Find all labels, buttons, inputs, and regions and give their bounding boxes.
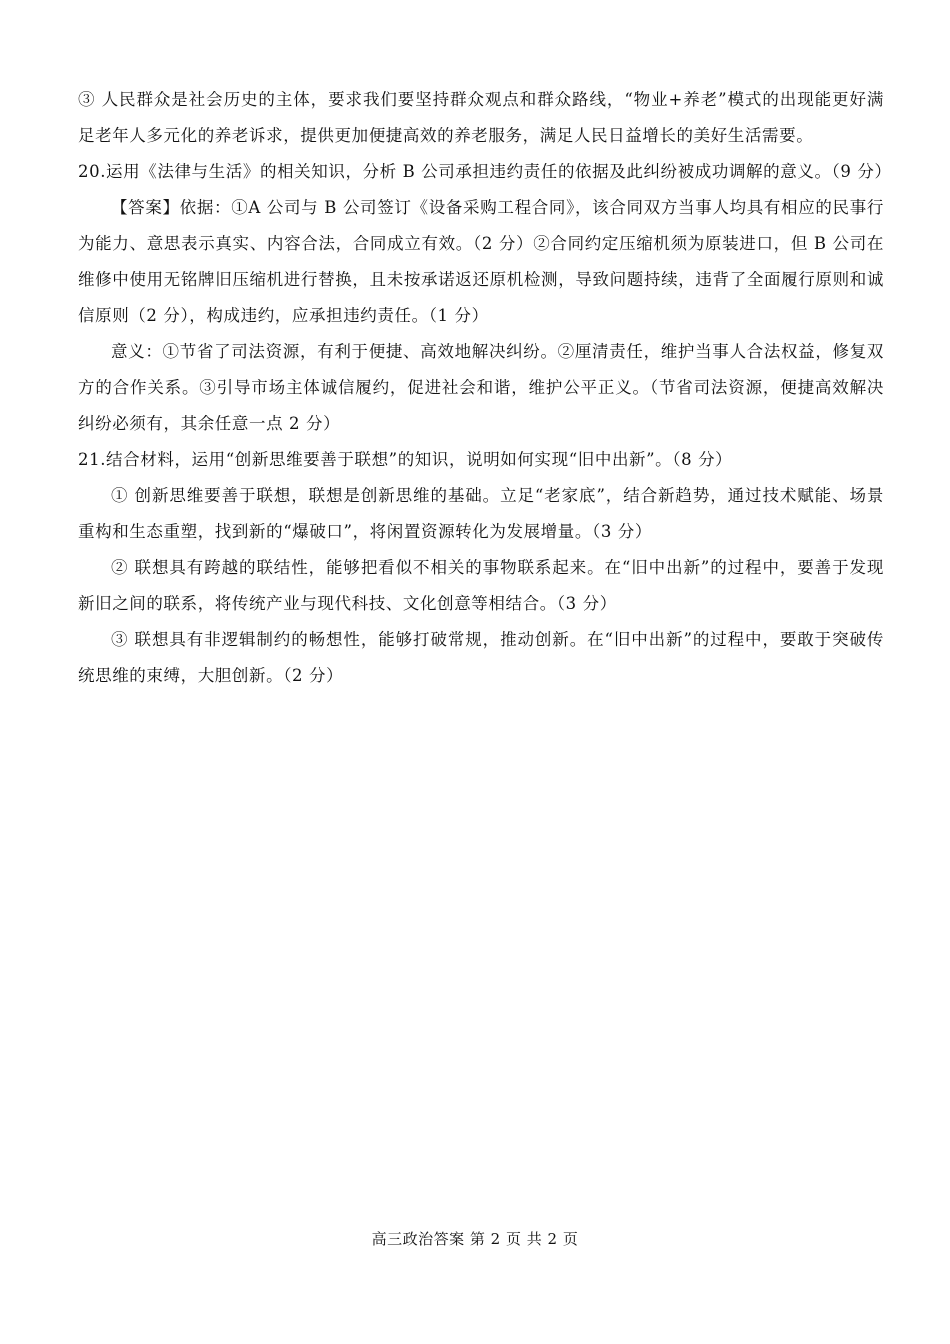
- answer-20-significance: 意义：①节省了司法资源，有利于便捷、高效地解决纠纷。②厘清责任，维护当事人合法权益，修复双方的合作关系。③引导市场主体诚信履约，促进社会和谐，维护公平正义。（节省司法资源，便捷高效解决纠纷必须有，其余任意一点 2 分）: [78, 342, 884, 433]
- answer-21-point-2: ② 联想具有跨越的联结性，能够把看似不相关的事物联系起来。在“旧中出新”的过程中，要善于发现新旧之间的联系，将传统产业与现代科技、文化创意等相结合。（3 分）: [78, 558, 884, 613]
- paragraph-point-3-masses: ③ 人民群众是社会历史的主体，要求我们要坚持群众观点和群众路线，“物业+养老”模式的出现能更好满足老年人多元化的养老诉求，提供更加便捷高效的养老服务，满足人民日益增长的美好生活需要。: [78, 90, 884, 145]
- answer-21-point-3: ③ 联想具有非逻辑制约的畅想性，能够打破常规，推动创新。在“旧中出新”的过程中，要敢于突破传统思维的束缚，大胆创新。（2 分）: [78, 630, 884, 685]
- question-20: 20.运用《法律与生活》的相关知识，分析 B 公司承担违约责任的依据及此纠纷被成功调解的意义。（9 分）: [78, 162, 892, 181]
- answer-20-basis: 【答案】依据：①A 公司与 B 公司签订《设备采购工程合同》，该合同双方当事人均具有相应的民事行为能力、意思表示真实、内容合法，合同成立有效。（2 分）②合同约定压缩机须为原装进口，但 B 公司在维修中使用无铭牌旧压缩机进行替换，且未按承诺返还原机检测，导致问题持续，违背了全面履行原则和诚信原则（2 分），构成违约，应承担违约责任。（1 分）: [78, 198, 884, 325]
- answer-document: [78, 82, 892, 694]
- page-footer: 高三政治答案 第 2 页 共 2 页: [371, 1230, 579, 1248]
- question-21: 21.结合材料，运用“创新思维要善于联想”的知识，说明如何实现“旧中出新”。（8 分）: [78, 450, 733, 469]
- answer-21-point-1: ① 创新思维要善于联想，联想是创新思维的基础。立足“老家底”，结合新趋势，通过技术赋能、场景重构和生态重塑，找到新的“爆破口”，将闲置资源转化为发展增量。（3 分）: [78, 486, 884, 541]
